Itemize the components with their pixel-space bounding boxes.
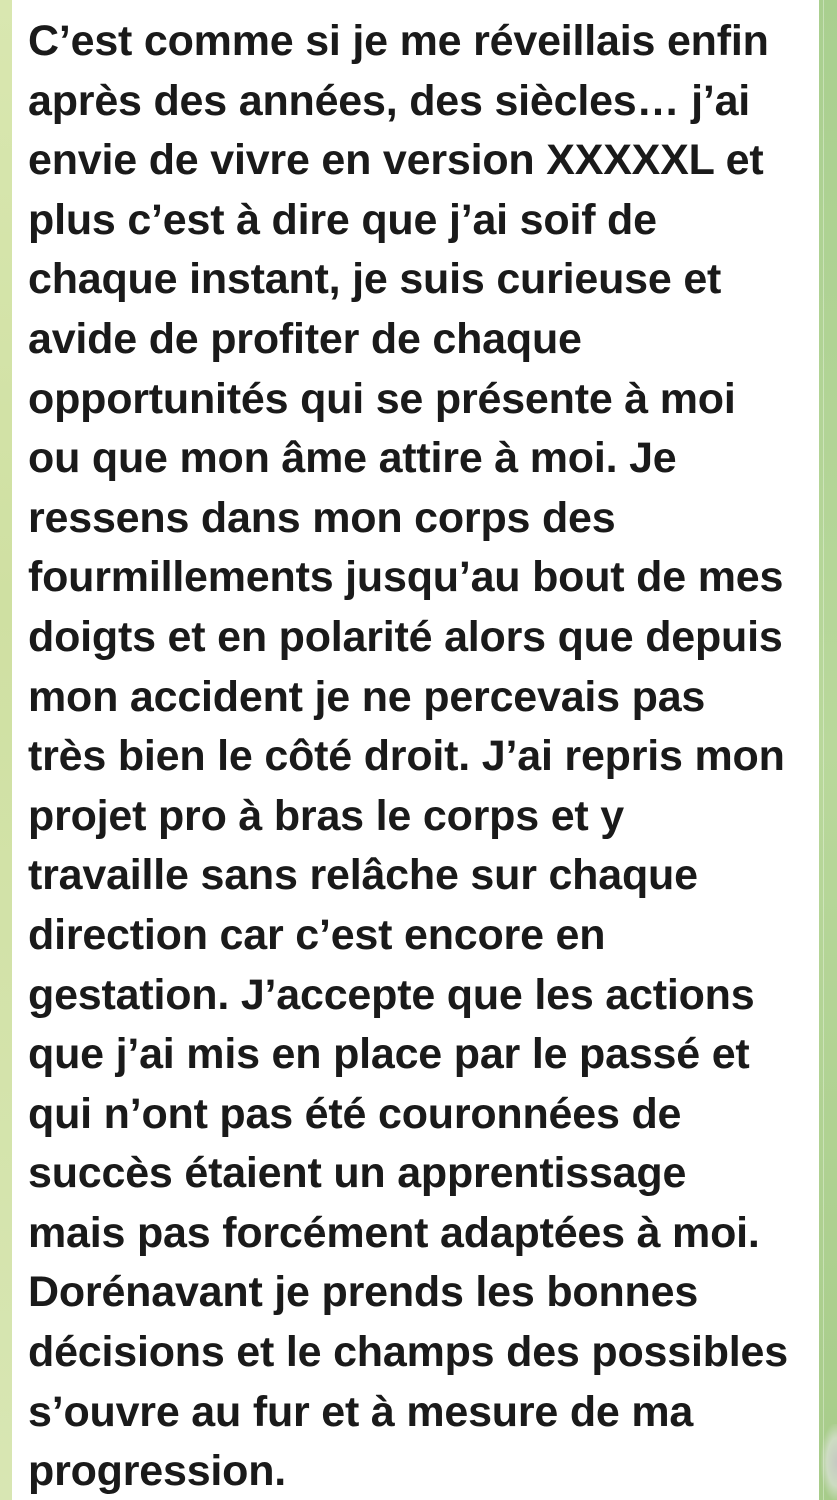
message-line: C’est comme si je me réveillais enfin xyxy=(28,17,769,65)
message-line: mais pas forcément adaptées à moi. xyxy=(28,1208,760,1257)
message-line: avide de profiter de chaque xyxy=(28,314,582,363)
message-line: progression. xyxy=(28,1447,287,1496)
message-line: s’ouvre au fur et à mesure de ma xyxy=(28,1387,694,1436)
message-line: mon accident je ne percevais pas xyxy=(28,672,706,721)
message-line: projet pro à bras le corps et y xyxy=(28,791,624,840)
message-line: Dorénavant je prends les bonnes xyxy=(28,1268,699,1317)
chat-wallpaper-left xyxy=(0,0,12,1500)
message-line: qui n’ont pas été couronnées de xyxy=(28,1089,682,1138)
message-line: ou que mon âme attire à moi. Je xyxy=(28,434,677,483)
chat-wallpaper-right xyxy=(819,0,837,1500)
scroll-indicator[interactable] xyxy=(821,1424,837,1500)
message-line: envie de vivre en version XXXXXL et xyxy=(28,136,764,185)
message-line: direction car c’est encore en xyxy=(28,910,606,959)
message-line: opportunités qui se présente à moi xyxy=(28,374,736,423)
message-line: gestation. J’accepte que les actions xyxy=(28,970,755,1019)
message-line: succès étaient un apprentissage xyxy=(28,1149,687,1198)
message-line: très bien le côté droit. J’ai repris mon xyxy=(28,732,785,781)
message-text xyxy=(28,12,801,1500)
message-line: plus c’est à dire que j’ai soif de xyxy=(28,195,657,244)
message-line: doigts et en polarité alors que depuis xyxy=(28,612,783,661)
message-line: ressens dans mon corps des xyxy=(28,493,616,542)
message-line: que j’ai mis en place par le passé et xyxy=(28,1030,750,1079)
message-line: après des années, des siècles… j’ai xyxy=(28,76,751,125)
message-bubble[interactable] xyxy=(12,0,819,1500)
message-line: fourmillements jusqu’au bout de mes xyxy=(28,553,784,602)
message-line: chaque instant, je suis curieuse et xyxy=(28,255,722,304)
message-line: travaille sans relâche sur chaque xyxy=(28,851,698,900)
message-line: décisions et le champs des possibles xyxy=(28,1328,788,1377)
